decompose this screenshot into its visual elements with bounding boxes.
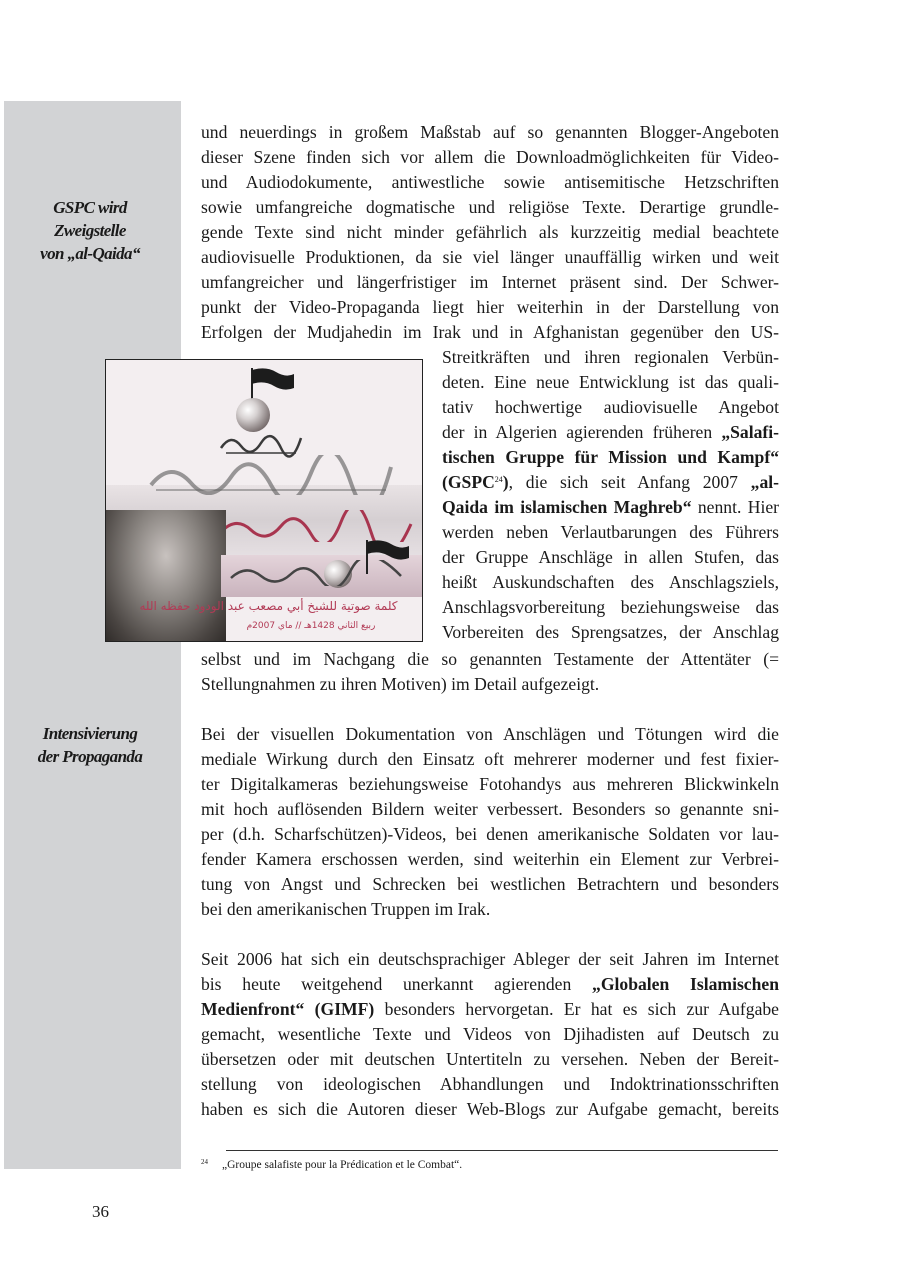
footnote-text: „Groupe salafiste pour la Prédication et le Combat“. xyxy=(222,1159,463,1171)
text-line: umfangreicher und längerfristiger im Internet präsent sind. Der Schwer- xyxy=(201,272,779,292)
bold-term: (GSPC xyxy=(442,472,495,492)
text-line: bei den amerikanischen Truppen im Irak. xyxy=(201,899,491,919)
portrait-photo xyxy=(106,510,226,641)
bold-term: „Salafi- xyxy=(721,422,779,442)
text-line: punkt der Video-Propaganda liegt hier weiterhin in der Darstellung von xyxy=(201,297,779,317)
text-line xyxy=(201,972,779,997)
globe-icon xyxy=(236,398,270,432)
footnote-divider xyxy=(226,1150,778,1151)
text-line: tung von Angst und Schrecken bei westlichen Betrachtern und besonders xyxy=(201,874,779,894)
margin-note-propaganda xyxy=(10,722,170,768)
text-line: Stellungnahmen zu ihren Motiven) im Detail aufgezeigt. xyxy=(201,674,600,694)
text-line: Seit 2006 hat sich ein deutschsprachiger Ableger der seit Jahren im Internet xyxy=(201,949,779,969)
propaganda-video-cover-image xyxy=(105,359,423,642)
arabic-tagline-icon xyxy=(226,560,406,586)
arabic-title-icon xyxy=(146,455,396,495)
text-line: Vorbereiten des Sprengsatzes, der Anschlag xyxy=(442,622,779,642)
text-line: übersetzen oder mit deutschen Untertiteln zu versehen. Neben der Bereit- xyxy=(201,1049,779,1069)
figure-date-arabic: ربيع الثاني 1428هـ // ماي 2007م xyxy=(246,621,376,631)
arabic-calligraphy-icon xyxy=(216,428,306,458)
text-line xyxy=(201,997,779,1022)
footnote xyxy=(201,1155,462,1172)
margin-note-line: von „al-Qaida“ xyxy=(40,244,140,263)
text-line: selbst und im Nachgang die so genannten Testamente der Attentäter (= xyxy=(201,649,779,669)
text-line: gende Texte sind nicht minder gefährlich als kurzzeitig medial beachtete xyxy=(201,222,779,242)
margin-note-line: GSPC wird xyxy=(53,198,127,217)
text-line: und neuerdings in großem Maßstab auf so genannten Blogger-Angeboten xyxy=(201,122,779,142)
footnote-ref: 24 xyxy=(494,475,503,484)
text-line: tativ hochwertige audiovisuelle Angebot xyxy=(442,397,779,417)
bold-term: ) xyxy=(502,472,509,492)
text-line: stellung von ideologischen Abhandlungen und Indoktrinationsschriften xyxy=(201,1074,779,1094)
text-span: bis heute weitgehend unerkannt agierenden xyxy=(201,974,593,994)
bold-term: tischen Gruppe für Mission und Kampf“ xyxy=(442,447,779,467)
page-number: 36 xyxy=(92,1202,109,1221)
margin-note-line: der Propaganda xyxy=(37,747,143,766)
text-line: Erfolgen der Mudjahedin im Irak und in Afghanistan gegenüber den US- xyxy=(201,322,779,342)
text-line: der Gruppe Anschläge in allen Stufen, das xyxy=(442,547,779,567)
text-line: heißt Auskundschaften des Anschlagsziels, xyxy=(442,572,779,592)
text-line: Streitkräften und ihren regionalen Verbün- xyxy=(442,347,779,367)
text-line: audiovisuelle Produktionen, da sie viel länger unauffällig wirken und weit xyxy=(201,247,779,267)
text-line: mediale Wirkung durch den Einsatz oft mehrerer moderner und fest fixier- xyxy=(201,749,779,769)
text-line: und Audiodokumente, antiwestliche sowie antisemitische Hetzschriften xyxy=(201,172,779,192)
bold-term: „al- xyxy=(750,472,779,492)
text-line: fender Kamera erschossen werden, sind weiterhin ein Element zur Verbrei- xyxy=(201,849,779,869)
text-span: der in Algerien agierenden früheren xyxy=(442,422,722,442)
text-line: dieser Szene finden sich vor allem die Downloadmöglichkeiten für Video- xyxy=(201,147,779,167)
text-line: deten. Eine neue Entwicklung ist das quali- xyxy=(442,372,779,392)
text-line: haben es sich die Autoren dieser Web-Blogs zur Aufgabe gemacht, bereits xyxy=(201,1099,779,1119)
footnote-number: 24 xyxy=(201,1158,208,1166)
text-span: nennt. Hier xyxy=(691,497,780,517)
text-line: per (d.h. Scharfschützen)-Videos, bei denen amerikanische Soldaten vor lau- xyxy=(201,824,779,844)
bold-term: „Globalen Islamischen xyxy=(592,974,779,994)
text-line: Anschlagsvorbereitung beziehungsweise das xyxy=(442,597,779,617)
text-line: werden neben Verlautbarungen des Führers xyxy=(442,522,779,542)
text-line: Bei der visuellen Dokumentation von Anschlägen und Tötungen wird die xyxy=(201,724,779,744)
figure-caption-arabic: كلمة صوتية للشيخ أبي مصعب عبد الودود حفظه الله xyxy=(139,599,398,613)
text-line: gemacht, wesentliche Texte und Videos von Djihadisten auf Deutsch zu xyxy=(201,1024,779,1044)
text-line xyxy=(442,495,779,520)
text-line: sowie umfangreiche dogmatische und religiöse Texte. Derartige grundle- xyxy=(201,197,779,217)
text-line xyxy=(442,470,779,495)
margin-note-gspc xyxy=(10,196,170,265)
text-line xyxy=(442,445,779,470)
text-span: , die sich seit Anfang 2007 xyxy=(508,472,751,492)
bold-term: Medienfront“ (GIMF) xyxy=(201,999,375,1019)
margin-note-line: Intensivierung xyxy=(42,724,138,743)
text-line xyxy=(442,420,779,445)
text-line: mit hoch auflösenden Bildern weiter verbessert. Besonders so genannte sni- xyxy=(201,799,779,819)
bold-term: Qaida im islamischen Maghreb“ xyxy=(442,497,692,517)
text-line: ter Digitalkameras beziehungsweise Fotohandys aus mehreren Blickwinkeln xyxy=(201,774,779,794)
text-span: besonders hervorgetan. Er hat es sich zur Aufgabe xyxy=(374,999,779,1019)
margin-note-line: Zweigstelle xyxy=(54,221,126,240)
